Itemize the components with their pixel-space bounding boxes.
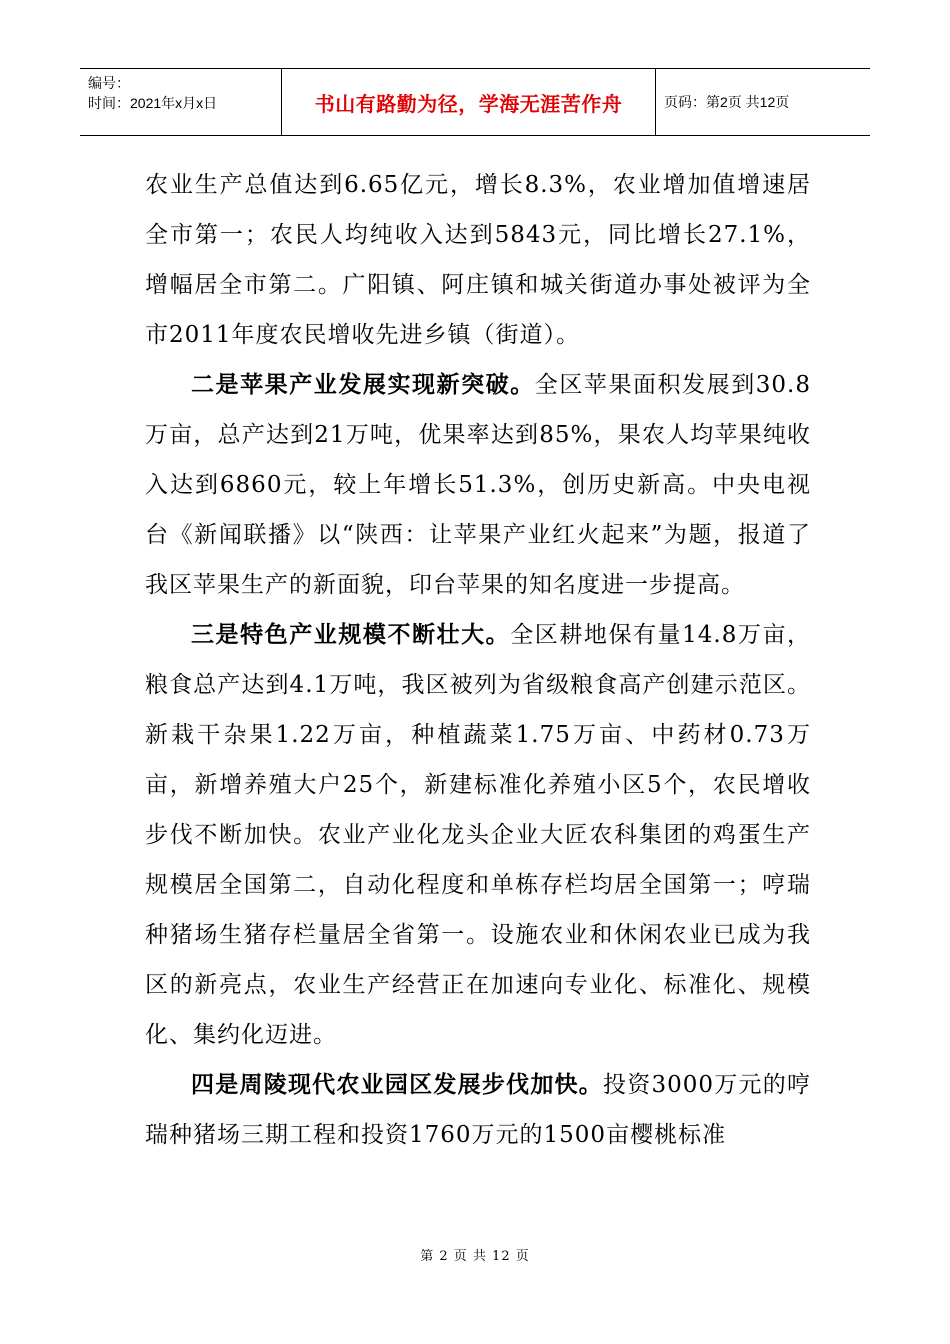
time-label: 时间：2021年x月x日 [88, 95, 218, 111]
paragraph-1: 农业生产总值达到6.65亿元，增长8.3%，农业增加值增速居全市第一；农民人均纯收入达到5843元，同比增长27.1%，增幅居全市第二。广阳镇、阿庄镇和城关街道办事处被评为全市2011年度农民增收先进乡镇（街道）。 [145, 172, 811, 348]
paragraph-4 [145, 1060, 811, 1160]
page-footer: 第 2 页 共 12 页 [420, 1249, 530, 1264]
paragraph-3 [145, 610, 811, 1060]
header-page-info: 页码：第2页 共12页 [664, 94, 790, 110]
paragraph-3-text: 全区耕地保有量14.8万亩，粮食总产达到4.1万吨，我区被列为省级粮食高产创建示范区。新栽干杂果1.22万亩，种植蔬菜1.75万亩、中药材0.73万亩，新增养殖大户25个，新建标准化养殖小区5个，农民增收步伐不断加快。农业产业化龙头企业大匠农科集团的鸡蛋生产规模居全国第二，自动化程度和单栋存栏均居全国第一；哼瑞种猪场生猪存栏量居全省第一。设施农业和休闲农业已成为我区的新亮点，农业生产经营正在加速向专业化、标准化、规模化、集约化迈进。 [145, 622, 812, 1048]
paragraph-4-text: 投资3000万元的哼瑞种猪场三期工程和投资1760万元的1500亩樱桃标准 [145, 1072, 811, 1148]
number-label: 编号： [88, 75, 130, 91]
document-body [145, 160, 811, 1160]
header-meta [80, 69, 282, 135]
header-motto: 书山有路勤为径，学海无涯苦作舟 [282, 69, 656, 135]
paragraph-4-heading: 四是周陵现代农业园区发展步伐加快。 [191, 1072, 604, 1098]
paragraph-2-text: 全区苹果面积发展到30.8万亩，总产达到21万吨，优果率达到85%，果农人均苹果纯收入达到6860元，较上年增长51.3%，创历史新高。中央电视台《新闻联播》以“陕西：让苹果产业红火起来”为题，报道了我区苹果生产的新面貌，印台苹果的知名度进一步提高。 [145, 372, 811, 598]
paragraph-3-heading: 三是特色产业规模不断壮大。 [191, 622, 511, 648]
page-header [80, 68, 870, 136]
paragraph-2 [145, 360, 811, 610]
paragraph-2-heading: 二是苹果产业发展实现新突破。 [191, 372, 535, 398]
